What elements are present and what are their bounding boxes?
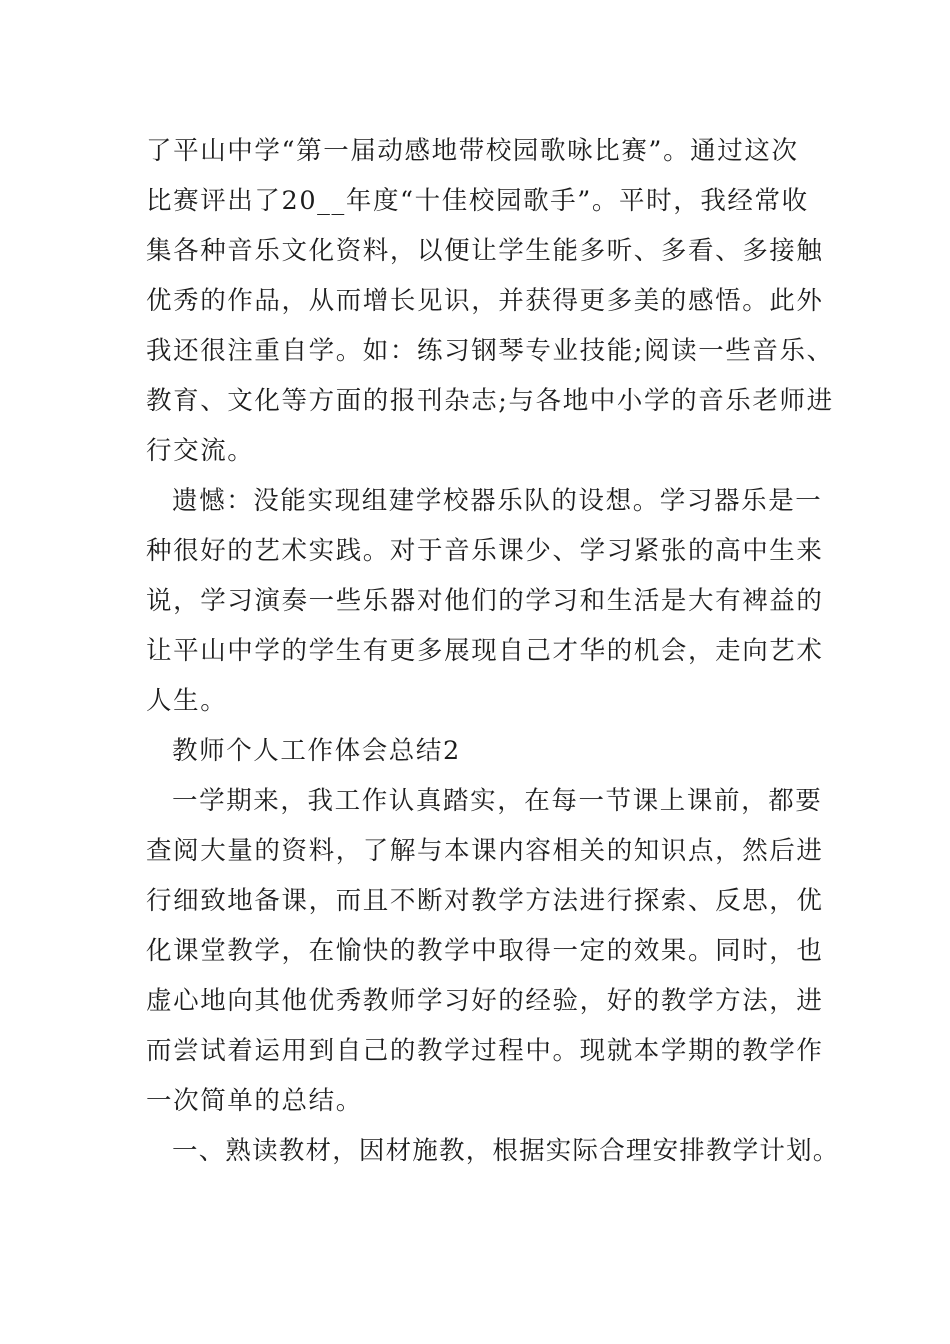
paragraph-line: 比赛评出了20__年度“十佳校园歌手”。平时，我经常收 <box>146 186 809 216</box>
paragraph-line: 查阅大量的资料，了解与本课内容相关的知识点，然后进 <box>146 836 824 866</box>
paragraph-line: 说，学习演奏一些乐器对他们的学习和生活是大有裨益的 <box>146 586 824 616</box>
paragraph-line: 集各种音乐文化资料，以便让学生能多听、多看、多接触 <box>146 236 824 266</box>
paragraph-line: 遗憾：没能实现组建学校器乐队的设想。学习器乐是一 <box>172 486 823 516</box>
paragraph-line: 让平山中学的学生有更多展现自己才华的机会，走向艺术 <box>146 636 824 666</box>
paragraph-line: 化课堂教学，在愉快的教学中取得一定的效果。同时，也 <box>146 936 824 966</box>
paragraph-line: 了平山中学“第一届动感地带校园歌咏比赛”。通过这次 <box>146 136 799 166</box>
paragraph-line: 人生。 <box>146 686 228 716</box>
paragraph-line: 一、熟读教材，因材施教，根据实际合理安排教学计划。 <box>172 1136 840 1166</box>
paragraph-line: 一次简单的总结。 <box>146 1086 363 1116</box>
paragraph-line: 种很好的艺术实践。对于音乐课少、学习紧张的高中生来 <box>146 536 824 566</box>
paragraph-line: 优秀的作品，从而增长见识，并获得更多美的感悟。此外 <box>146 286 824 316</box>
paragraph-line: 我还很注重自学。如：练习钢琴专业技能;阅读一些音乐、 <box>146 336 834 366</box>
paragraph-line: 虚心地向其他优秀教师学习好的经验，好的教学方法，进 <box>146 986 824 1016</box>
paragraph-line: 一学期来，我工作认真踏实，在每一节课上课前，都要 <box>172 786 823 816</box>
paragraph-line: 行细致地备课，而且不断对教学方法进行探索、反思，优 <box>146 886 824 916</box>
paragraph-line: 而尝试着运用到自己的教学过程中。现就本学期的教学作 <box>146 1036 824 1066</box>
paragraph-line: 教育、文化等方面的报刊杂志;与各地中小学的音乐老师进 <box>146 386 834 416</box>
section-heading: 教师个人工作体会总结2 <box>172 736 461 766</box>
paragraph-line: 行交流。 <box>146 436 255 466</box>
